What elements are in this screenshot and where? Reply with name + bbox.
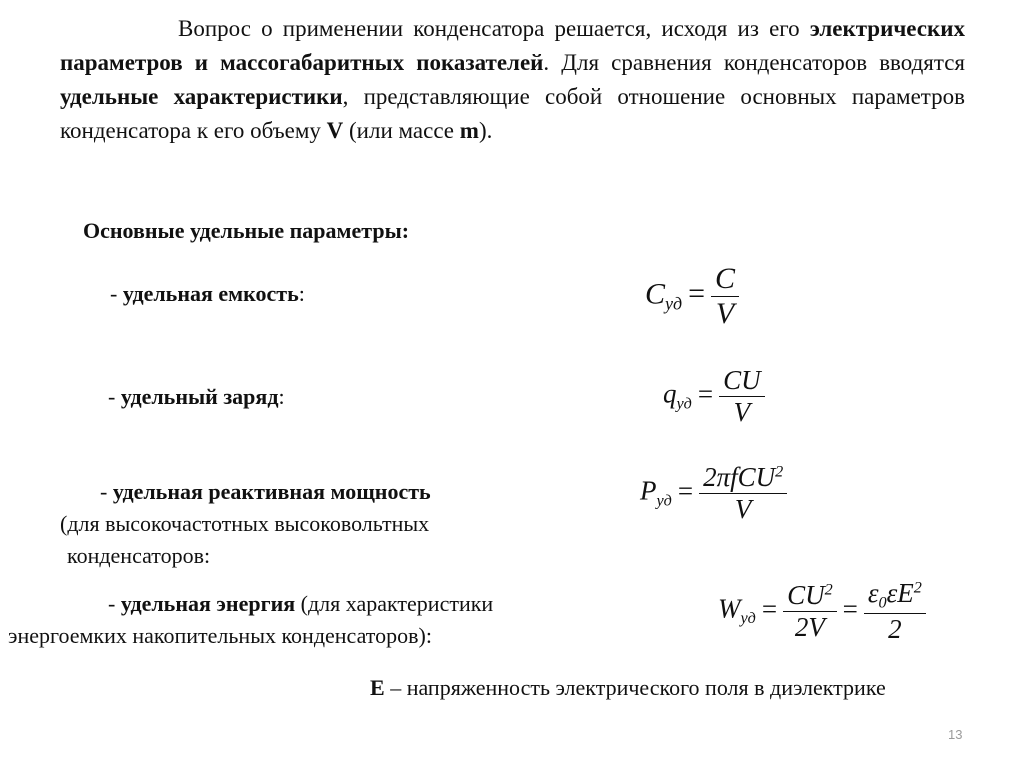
emphasis-parameters: электрических параметров и массогабаритных показателей [60,16,965,75]
formula-specific-capacitance: $C_{уд}$ = $\frac{C}{V}$ [645,262,739,331]
item-specific-charge: - удельный заряд: [108,384,285,409]
emphasis-specific: удельные характеристики [60,84,343,109]
field-strength-note: E – напряженность электрического поля в диэлектрике [370,675,886,700]
item-specific-reactive-power: - удельная реактивная мощность [100,479,431,504]
item-specific-capacitance: - удельная емкость: [110,281,305,306]
formula-specific-reactive-power: $P_{уд}$ = $\frac{2\pi fCU^2}{V}$ [640,462,787,525]
formula-specific-charge: $q_{уд}$ = $\frac{CU}{V}$ [663,365,765,428]
item-specific-energy: - удельная энергия (для характеристики [108,591,494,616]
intro-paragraph: Вопрос о применении конденсатора решается, исходя из его электрических параметров и массогабаритных показателей. Для сравнения конденсаторов вводятся удельные характеристики, представляющие собой отношение основных параметров конденсатора к его объему V (или массе m). [60,16,965,143]
formula-specific-energy: $W_{уд}$ = $\frac{CU^2}{2V}$ = $\frac{\varepsilon_0\varepsilon E^2}{2}$ [718,578,926,645]
item-specific-energy-note: энергоемких накопительных конденсаторов): [8,623,432,648]
item-specific-reactive-power-note-2: конденсаторов: [67,543,211,568]
page-number: 13 [948,727,963,742]
section-heading: Основные удельные параметры: [83,218,410,243]
item-specific-reactive-power-note-1: (для высокочастотных высоковольтных [60,511,430,536]
